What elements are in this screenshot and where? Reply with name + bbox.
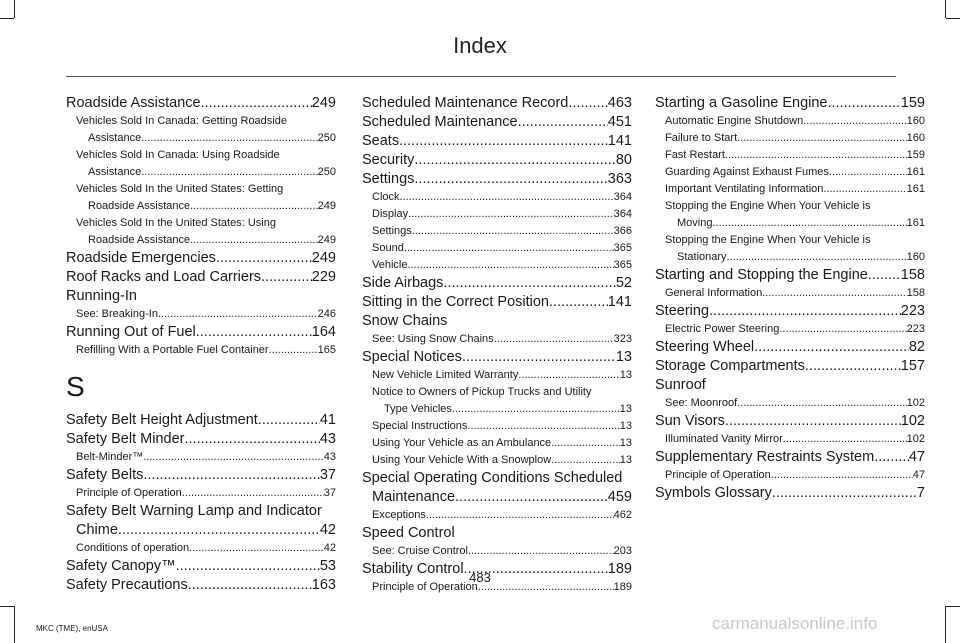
index-entry: Side Airbags ..... 52 [362,274,632,293]
index-subentry: Clock ..... 364 [362,189,632,206]
index-entry: Roof Racks and Load Carriers ..... 229 [66,268,336,287]
index-subentry: Electric Power Steering ..... 223 [655,321,925,338]
index-subentry: Stationary ..... 160 [655,249,925,266]
index-subentry: See: Breaking-In ..... 246 [66,306,336,323]
crop-mark [0,606,14,607]
index-entry: Safety Belts ..... 37 [66,466,336,485]
index-subentry: Fast Restart ..... 159 [655,147,925,164]
index-subentry: Failure to Start ..... 160 [655,130,925,147]
index-entry: Starting a Gasoline Engine ..... 159 [655,94,925,113]
index-entry: Safety Precautions ..... 163 [66,576,336,595]
index-subentry: New Vehicle Limited Warranty ..... 13 [362,367,632,384]
index-subentry: Assistance ..... 250 [66,164,336,181]
index-entry: Security ..... 80 [362,151,632,170]
index-subentry: Conditions of operation ..... 42 [66,540,336,557]
index-subentry: Using Your Vehicle as an Ambulance ..... 13 [362,435,632,452]
index-subentry: Vehicles Sold In Canada: Using Roadside [76,149,280,161]
index-subentry: Roadside Assistance ..... 249 [66,232,336,249]
index-entry: Sitting in the Correct Position ..... 141 [362,293,632,312]
index-subentry: Special Instructions ..... 13 [362,418,632,435]
index-subentry: Principle of Operation ..... 47 [655,467,925,484]
index-entry: Chime ..... 42 [66,521,336,540]
index-entry: Scheduled Maintenance ..... 451 [362,113,632,132]
index-entry: Sunroof [655,377,706,393]
index-subentry: Stopping the Engine When Your Vehicle is [665,234,871,246]
index-subentry: Type Vehicles ..... 13 [362,401,632,418]
index-subentry: Vehicle ..... 365 [362,257,632,274]
crop-mark [945,606,946,643]
index-subentry: Illuminated Vanity Mirror ..... 102 [655,431,925,448]
index-subentry: Notice to Owners of Pickup Trucks and Utility [372,386,592,398]
index-entry: Sun Visors ..... 102 [655,412,925,431]
index-entry: Steering Wheel ..... 82 [655,338,925,357]
crop-mark [945,0,946,18]
crop-mark [14,606,15,643]
index-subentry: Roadside Assistance ..... 249 [66,198,336,215]
crop-mark [14,0,15,18]
index-subentry: Exceptions ..... 462 [362,507,632,524]
index-subentry: Vehicles Sold In the United States: Using [76,217,276,229]
index-entry: Running Out of Fuel ..... 164 [66,323,336,342]
index-subentry: Principle of Operation ..... 37 [66,485,336,502]
index-entry: Supplementary Restraints System ..... 47 [655,448,925,467]
index-entry: Running-In [66,288,137,304]
index-subentry: Settings ..... 366 [362,223,632,240]
index-subentry: Vehicles Sold In the United States: Getting [76,183,284,195]
index-subentry: Assistance ..... 250 [66,130,336,147]
title-divider [66,76,896,77]
index-entry: Storage Compartments ..... 157 [655,357,925,376]
index-subentry: Guarding Against Exhaust Fumes ..... 161 [655,164,925,181]
index-subentry: Stopping the Engine When Your Vehicle is [665,200,871,212]
index-entry: Roadside Emergencies ..... 249 [66,249,336,268]
index-entry: Speed Control [362,525,455,541]
index-entry: Safety Belt Minder ..... 43 [66,430,336,449]
index-entry: Scheduled Maintenance Record ..... 463 [362,94,632,113]
index-entry: Special Notices ..... 13 [362,348,632,367]
index-entry: Starting and Stopping the Engine ..... 158 [655,266,925,285]
index-subentry: Automatic Engine Shutdown ..... 160 [655,113,925,130]
index-column-1 [66,94,336,595]
index-entry: Seats ..... 141 [362,132,632,151]
index-subentry: See: Moonroof ..... 102 [655,395,925,412]
section-letter: S [66,371,85,402]
index-subentry: See: Cruise Control ..... 203 [362,543,632,560]
index-entry: Roadside Assistance ..... 249 [66,94,336,113]
index-subentry: Important Ventilating Information ..... 161 [655,181,925,198]
crop-mark [0,18,14,19]
index-subentry: Display ..... 364 [362,206,632,223]
index-entry: Special Operating Conditions Scheduled [362,470,623,486]
index-entry: Safety Canopy™ ..... 53 [66,557,336,576]
index-entry: Safety Belt Height Adjustment ..... 41 [66,411,336,430]
index-entry: Steering ..... 223 [655,302,925,321]
index-subentry: Sound ..... 365 [362,240,632,257]
index-column-2 [362,94,632,596]
index-entry: Settings ..... 363 [362,170,632,189]
index-entry: Stability Control ..... 189 [362,560,632,579]
index-entry: Safety Belt Warning Lamp and Indicator [66,503,322,519]
index-entry: Symbols Glossary ..... 7 [655,484,925,503]
footer-code: MKC (TME), enUSA [36,624,109,633]
index-entry: Snow Chains [362,313,448,329]
index-entry: Maintenance ..... 459 [362,488,632,507]
index-subentry: Moving ..... 161 [655,215,925,232]
index-subentry: See: Using Snow Chains ..... 323 [362,331,632,348]
page-title: Index [453,33,507,58]
index-subentry: Principle of Operation ..... 189 [362,579,632,596]
page-number: 483 [469,570,491,585]
index-subentry: General Information ..... 158 [655,285,925,302]
index-subentry: Refilling With a Portable Fuel Container ..... 165 [66,342,336,359]
crop-mark [946,18,960,19]
index-subentry: Belt-Minder™ ..... 43 [66,449,336,466]
crop-mark [946,606,960,607]
index-subentry: Using Your Vehicle With a Snowplow ..... 13 [362,452,632,469]
index-column-3 [655,94,925,503]
index-subentry: Vehicles Sold In Canada: Getting Roadside [76,115,287,127]
watermark: carmanualsonline.info [712,614,878,633]
